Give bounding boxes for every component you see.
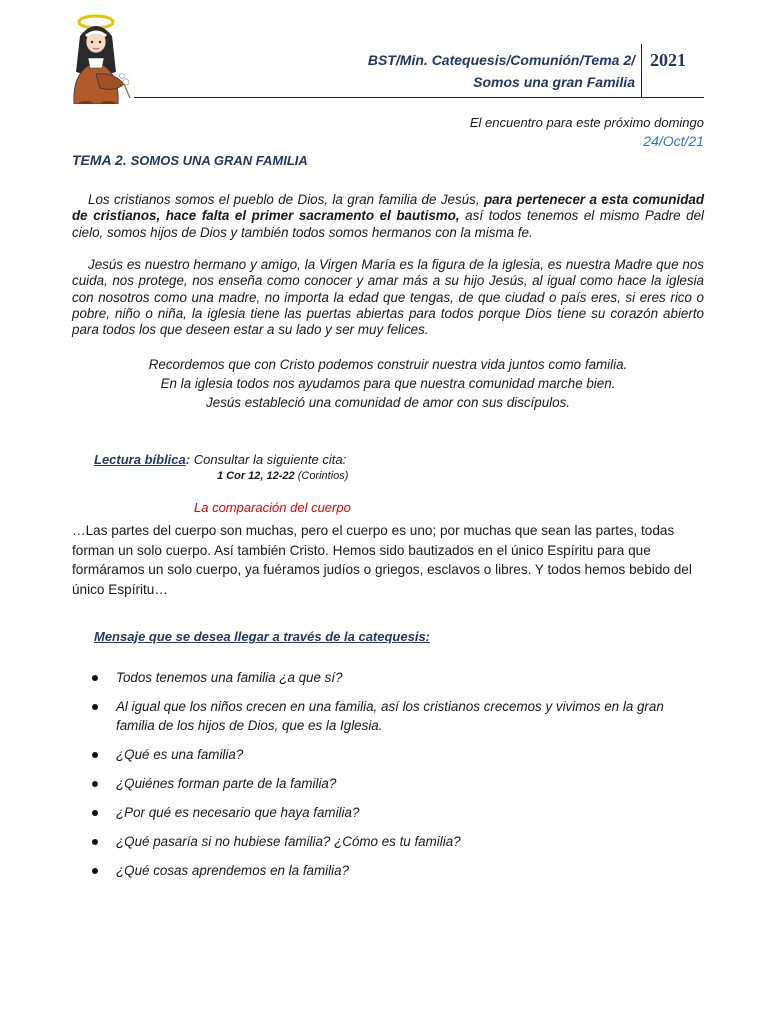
bullet-icon: [92, 675, 98, 681]
reading-text: Consultar la siguiente cita:: [190, 452, 347, 467]
reading-label: Lectura bíblica: [94, 452, 186, 467]
list-item: [92, 832, 672, 851]
bullet-icon: [92, 810, 98, 816]
bullet-icon: [92, 868, 98, 874]
bullet-icon: [92, 704, 98, 710]
intro-p1-start: Los cristianos somos el pueblo de Dios, la gran familia de Jesús,: [88, 192, 484, 207]
bullet-icon: [92, 752, 98, 758]
citation-ref: 1 Cor 12, 12-22: [217, 470, 295, 482]
centered-line: Recordemos que con Cristo podemos construir nuestra vida juntos como familia.: [148, 357, 628, 372]
list-item: [92, 745, 672, 764]
intro-paragraph-2: [72, 257, 704, 338]
list-item: [92, 668, 672, 687]
list-item-text: ¿Qué es una familia?: [116, 747, 244, 762]
intro-p1-end: así todos tenemos el mismo Padre del cielo, somos hijos de Dios y también todos somos hermanos con la misma fe.: [72, 208, 704, 240]
list-item-text: ¿Qué cosas aprendemos en la familia?: [116, 863, 349, 878]
list-item-text: Al igual que los niños crecen en una familia, así los cristianos crecemos y vivimos en la gran familia de los hijos de Dios, que es la Iglesia.: [116, 699, 664, 733]
topic-title: SOMOS UNA GRAN FAMILIA: [130, 153, 308, 168]
meeting-text: El encuentro para este próximo domingo: [469, 115, 704, 130]
saint-nun-logo: [66, 12, 134, 104]
centered-line: Jesús estableció una comunidad de amor con sus discípulos.: [206, 395, 570, 410]
reading-colon: :: [185, 452, 191, 467]
list-item-text: ¿Por qué es necesario que haya familia?: [116, 805, 360, 820]
intro-paragraph-1: [72, 192, 704, 241]
header-title-line2: Somos una gran Familia: [473, 74, 635, 90]
topic-prefix: TEMA 2.: [72, 152, 127, 168]
comparison-title: La comparación del cuerpo: [194, 500, 351, 515]
reading-line: [94, 452, 346, 467]
header-divider-line: [134, 97, 704, 98]
bullet-icon: [92, 781, 98, 787]
list-item: [92, 861, 672, 880]
citation-note: (Corintios): [294, 470, 349, 482]
comparison-text: …Las partes del cuerpo son muchas, pero el cuerpo es uno; por muchas que sean las partes, todas forman un solo cuerpo. Así también Cristo. Hemos sido bautizados en el único Espíritu para que formáramos un solo cuerpo, ya fuéramos judíos o griegos, esclavos o libres. Y todos hemos bebido del único Espíritu…: [72, 523, 692, 597]
bullet-icon: [92, 839, 98, 845]
intro-p1-bold: para pertenecer a esta comunidad de cristianos, hace falta el primer sacramento el bautismo,: [72, 192, 705, 224]
list-item: [92, 803, 672, 822]
meeting-date: 24/Oct/21: [643, 133, 704, 149]
topic-heading: [72, 152, 308, 168]
reading-citation: [217, 470, 348, 482]
message-title: Mensaje que se desea llegar a través de la catequesis:: [94, 629, 431, 644]
header-vertical-divider: [641, 44, 642, 97]
header-title-line1: BST/Min. Catequesis/Comunión/Tema 2/: [367, 52, 635, 68]
centered-reflection: [72, 355, 704, 412]
intro-p2-text: Jesús es nuestro hermano y amigo, la Virgen María es la figura de la iglesia, es nuestra Madre que nos cuida, nos protege, nos enseña como conocer y amar más a su hijo Jesús, al igual como hace la iglesia con nosotros como una madre, no importa la edad que tengas, de que ciudad o país eres, si eres rico o pobre, niño o niña, la iglesia tiene las puertas abiertas para todos porque Dios tiene su corazón abierto para todos los que deseen estar a su lado y ser muy felices.: [72, 257, 704, 338]
message-list: [92, 668, 672, 890]
list-item: [92, 774, 672, 793]
centered-line: En la iglesia todos nos ayudamos para que nuestra comunidad marche bien.: [160, 376, 616, 391]
list-item-text: ¿Quiénes forman parte de la familia?: [116, 776, 337, 791]
list-item-text: Todos tenemos una familia ¿a que sí?: [116, 670, 343, 685]
list-item-text: ¿Qué pasaría si no hubiese familia? ¿Cómo es tu familia?: [116, 834, 461, 849]
header-year: 2021: [650, 50, 686, 70]
list-item: [92, 697, 672, 735]
